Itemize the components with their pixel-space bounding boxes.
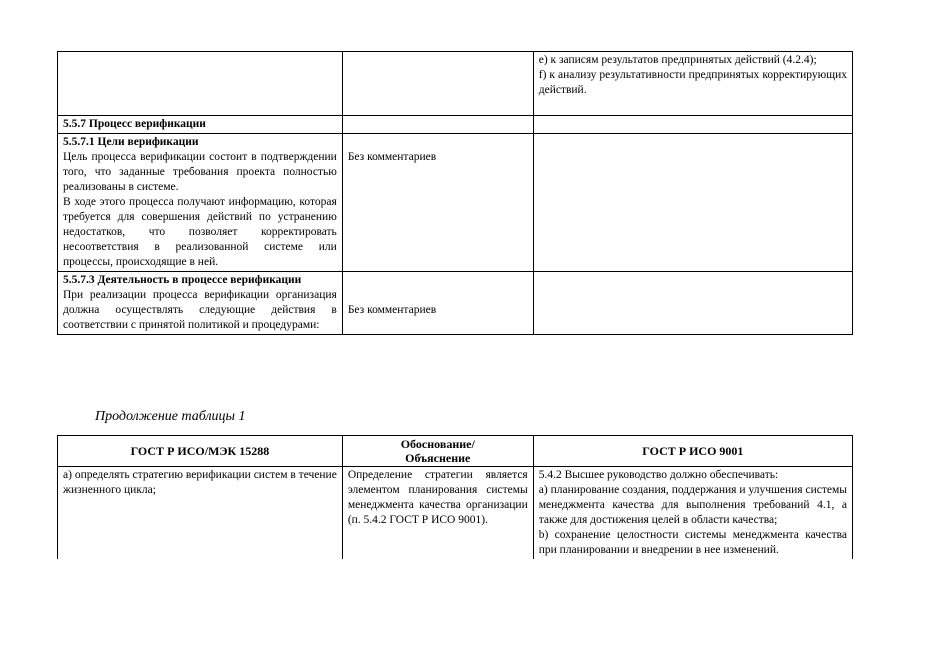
cell-gost-9001 [533,467,852,560]
subsection-heading: 5.5.7.3 Деятельность в процессе верификации [63,274,302,286]
column-header-line: Обоснование/ [400,437,475,451]
table-row [58,467,853,560]
paragraph: 5.4.2 Высшее руководство должно обеспечивать: [538,469,779,481]
bottom-table [57,435,853,559]
cell-gost-15288: а) определять стратегию верификации систем в течение жизненного цикла; [58,467,343,560]
cell-goals [58,134,343,272]
cell-comment [342,272,533,335]
subsection-heading: 5.5.7.1 Цели верификации [63,136,199,148]
cell-continuation [533,52,852,116]
paragraph: Цель процесса верификации состоит в подтверждении того, что заданные требования проекта полностью реализованы в системе. [63,151,337,193]
paragraph: При реализации процесса верификации организация должна осуществлять следующие действия в соответствии с принятой политикой и процедурами: [63,289,337,331]
paragraph: В ходе этого процесса получают информацию, которая требуется для совершения действий по устранению недостатков, что позволяет корректировать несоответствия в реализованной системе или процессы, происходящие в ней. [63,196,337,268]
cell-activities [58,272,343,335]
cell-empty [533,134,852,272]
column-header-line: Объяснение [405,451,471,465]
table-row [58,52,853,116]
list-item: b) сохранение целостности системы менеджмента качества при планировании и внедрении в нее изменений. [538,529,847,556]
comment-text: Без комментариев [347,304,437,316]
cell-empty [342,116,533,134]
cell-empty [58,52,343,116]
comment-text: Без комментариев [347,151,437,163]
table-row [58,116,853,134]
cell-empty [533,272,852,335]
list-item: a) планирование создания, поддержания и улучшения системы менеджмента качества для выполнения требований 4.1, а также для достижения целей в области качества; [538,484,847,526]
section-heading: 5.5.7 Процесс верификации [58,116,343,134]
header-row [58,436,853,467]
cell-comment [342,134,533,272]
list-item: f) к анализу результативности предпринятых корректирующих действий. [538,69,847,96]
cell-empty [342,52,533,116]
cell-empty [533,116,852,134]
column-header: ГОСТ Р ИСО 9001 [533,436,852,467]
list-item: e) к записям результатов предпринятых действий (4.2.4); [538,54,817,66]
cell-explanation: Определение стратегии является элементом планирования системы менеджмента качества организации (п. 5.4.2 ГОСТ Р ИСО 9001). [342,467,533,560]
table-row [58,272,853,335]
top-table [57,51,853,335]
column-header [342,436,533,467]
table-caption: Продолжение таблицы 1 [95,409,246,424]
table-row [58,134,853,272]
column-header: ГОСТ Р ИСО/МЭК 15288 [58,436,343,467]
